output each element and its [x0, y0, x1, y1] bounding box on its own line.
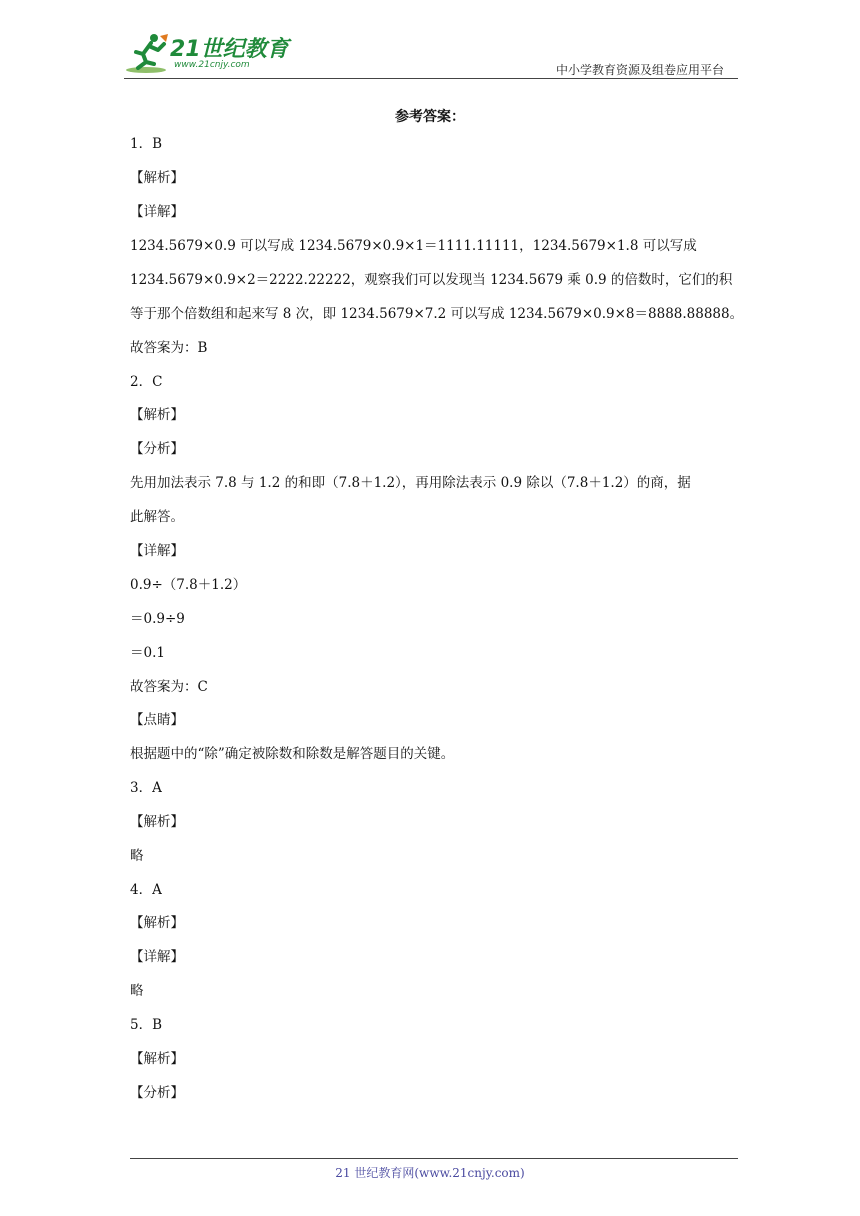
- answer-1-conclusion: 故答案为：B: [130, 340, 208, 356]
- logo-brand-text: 21世纪教育: [170, 37, 289, 62]
- page-header: [124, 30, 738, 79]
- answer-title: 参考答案：: [395, 109, 465, 125]
- answer-5-fenxi-label: 【分析】: [130, 1085, 184, 1101]
- logo-url-text: www.21cnjy.com: [174, 60, 250, 70]
- answer-1-detail-line-2: 1234.5679×0.9×2＝2222.22222，观察我们可以发现当 1234.5679 乘 0.9 的倍数时，它们的积: [130, 272, 733, 288]
- answer-1-detail-line-1: 1234.5679×0.9 可以写成 1234.5679×0.9×1＝1111.11111，1234.5679×1.8 可以写成: [130, 238, 697, 254]
- footer-divider: [130, 1158, 738, 1159]
- answer-2-detail-label: 【详解】: [130, 543, 184, 559]
- answer-1-header: 1．B: [130, 136, 163, 152]
- answer-5-header: 5．B: [130, 1017, 163, 1033]
- answer-4-omitted: 略: [130, 983, 144, 999]
- answer-2-step-1: 0.9÷（7.8＋1.2）: [130, 577, 247, 593]
- answer-2-analysis-label: 【解析】: [130, 407, 184, 423]
- answer-4-analysis-label: 【解析】: [130, 915, 184, 931]
- answer-2-tip-text: 根据题中的“除”确定被除数和除数是解答题目的关键。: [130, 746, 455, 762]
- runner-logo-icon: [124, 32, 170, 76]
- answer-1-analysis-label: 【解析】: [130, 170, 184, 186]
- answer-3-omitted: 略: [130, 848, 144, 864]
- answer-5-analysis-label: 【解析】: [130, 1051, 184, 1067]
- answer-3-header: 3．A: [130, 780, 162, 796]
- answer-2-fenxi-line-2: 此解答。: [130, 509, 184, 525]
- answer-2-conclusion: 故答案为：C: [130, 679, 208, 695]
- answer-1-detail-label: 【详解】: [130, 204, 184, 220]
- answer-2-fenxi-label: 【分析】: [130, 441, 184, 457]
- answer-2-fenxi-line-1: 先用加法表示 7.8 与 1.2 的和即（7.8＋1.2），再用除法表示 0.9 除以（7.8＋1.2）的商，据: [130, 475, 691, 491]
- answer-2-header: 2．C: [130, 374, 163, 390]
- logo: [124, 32, 294, 76]
- answer-2-step-2: ＝0.9÷9: [130, 611, 185, 627]
- platform-name: 中小学教育资源及组卷应用平台: [555, 63, 724, 77]
- answer-1-detail-line-3: 等于那个倍数组和起来写 8 次，即 1234.5679×7.2 可以写成 1234.5679×0.9×8＝8888.88888。: [130, 306, 744, 322]
- answer-4-header: 4．A: [130, 882, 162, 898]
- answer-2-tip-label: 【点睛】: [130, 712, 184, 728]
- answer-4-detail-label: 【详解】: [130, 949, 184, 965]
- answer-2-step-3: ＝0.1: [130, 645, 165, 661]
- answer-3-analysis-label: 【解析】: [130, 814, 184, 830]
- footer-source: 21 世纪教育网(www.21cnjy.com): [335, 1166, 525, 1180]
